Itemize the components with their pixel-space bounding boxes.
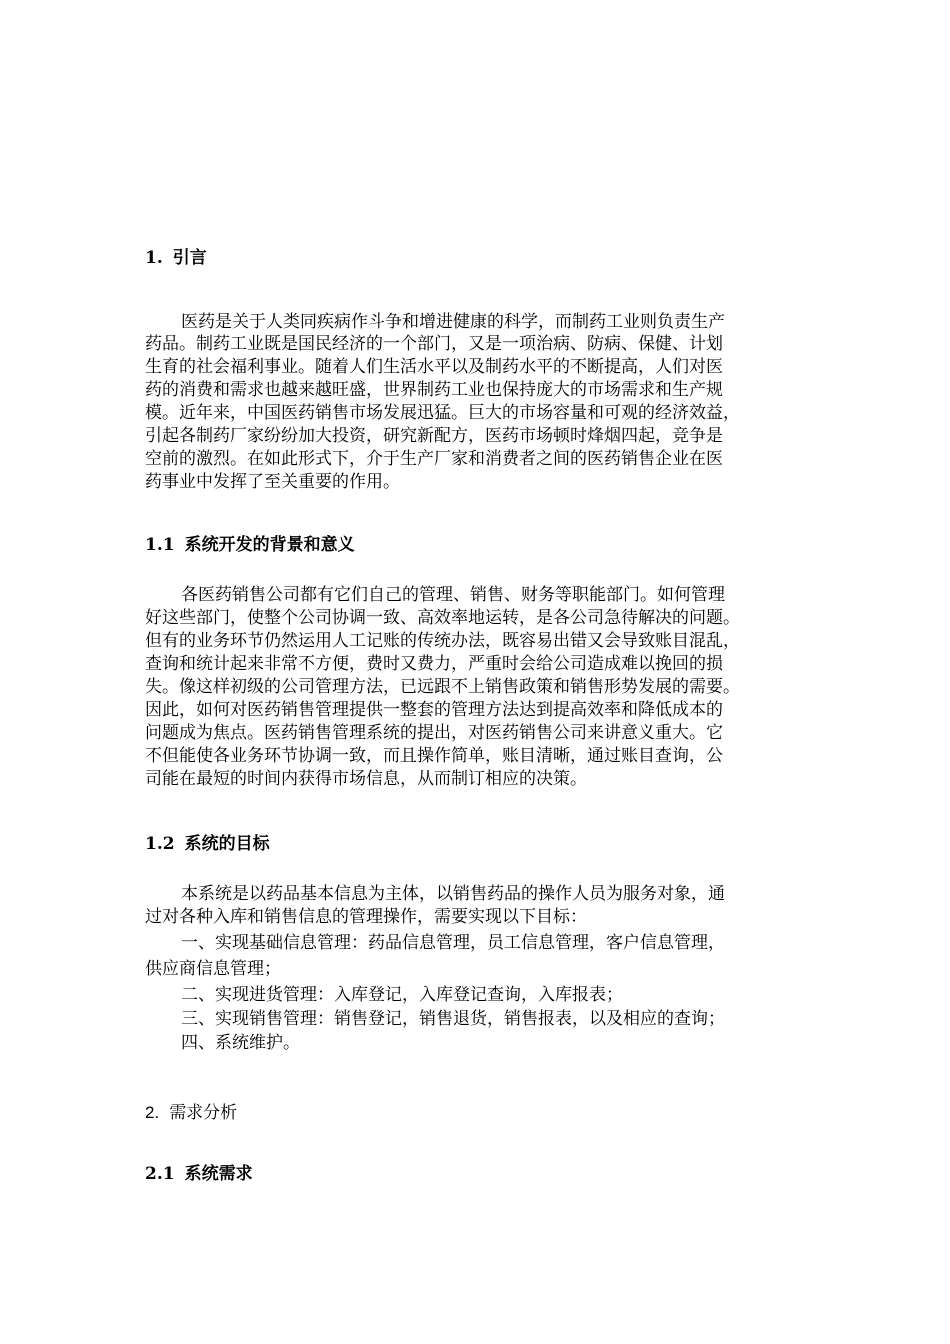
goal-item: 四、系统维护。	[181, 1033, 300, 1053]
section-heading-2	[145, 1101, 237, 1125]
paragraph-line: 失。像这样初级的公司管理方法，已远跟不上销售政策和销售形势发展的需要。	[145, 677, 740, 697]
paragraph-line: 本系统是以药品基本信息为主体，以销售药品的操作人员为服务对象，通	[181, 884, 725, 904]
paragraph-line: 药的消费和需求也越来越旺盛，世界制药工业也保持庞大的市场需求和生产规	[145, 380, 723, 400]
paragraph-line: 各医药销售公司都有它们自己的管理、销售、财务等职能部门。如何管理	[181, 585, 725, 605]
section-number: 1.1	[145, 535, 175, 555]
section-title: 引言	[172, 248, 207, 268]
paragraph-line: 过对各种入库和销售信息的管理操作，需要实现以下目标：	[145, 907, 587, 927]
section-number: 1.	[145, 248, 163, 268]
paragraph-line: 药事业中发挥了至关重要的作用。	[145, 472, 400, 492]
paragraph-line: 供应商信息管理；	[145, 959, 281, 979]
paragraph-line: 引起各制药厂家纷纷加大投资，研究新配方，医药市场顿时烽烟四起，竞争是	[145, 426, 723, 446]
paragraph-line: 好这些部门，使整个公司协调一致、高效率地运转，是各公司急待解决的问题。	[145, 608, 740, 628]
section-heading-1	[145, 246, 207, 270]
paragraph-line: 生育的社会福利事业。随着人们生活水平以及制药水平的不断提高，人们对医	[145, 357, 723, 377]
section-heading-1-2	[145, 832, 270, 856]
paragraph-line: 因此，如何对医药销售管理提供一整套的管理方法达到提高效率和降低成本的	[145, 700, 723, 720]
paragraph-line: 药品。制药工业既是国民经济的一个部门，又是一项治病、防病、保健、计划	[145, 334, 723, 354]
paragraph-line: 查询和统计起来非常不方便，费时又费力，严重时会给公司造成难以挽回的损	[145, 654, 723, 674]
paragraph-line: 问题成为焦点。医药销售管理系统的提出，对医药销售公司来讲意义重大。它	[145, 723, 723, 743]
goal-item: 三、实现销售管理：销售登记，销售退货，销售报表，以及相应的查询；	[181, 1009, 725, 1029]
section-number: 1.2	[145, 834, 175, 854]
paragraph-line: 但有的业务环节仍然运用人工记账的传统办法，既容易出错又会导致账目混乱，	[145, 631, 740, 651]
goal-item: 一、实现基础信息管理：药品信息管理，员工信息管理，客户信息管理，	[181, 933, 725, 953]
paragraph-line: 模。近年来，中国医药销售市场发展迅猛。巨大的市场容量和可观的经济效益，	[145, 403, 740, 423]
section-title: 系统的目标	[184, 834, 270, 854]
paragraph-line: 医药是关于人类同疾病作斗争和增进健康的科学，而制药工业则负责生产	[181, 312, 725, 332]
section-title: 需求分析	[169, 1103, 238, 1122]
section-heading-2-1	[145, 1162, 253, 1186]
paragraph-line: 司能在最短的时间内获得市场信息，从而制订相应的决策。	[145, 769, 587, 789]
section-number: 2.1	[145, 1164, 175, 1184]
paragraph-line: 空前的激烈。在如此形式下，介于生产厂家和消费者之间的医药销售企业在医	[145, 449, 723, 469]
section-title: 系统开发的背景和意义	[184, 535, 355, 555]
paragraph-line: 不但能使各业务环节协调一致，而且操作简单，账目清晰，通过账目查询，公	[145, 746, 723, 766]
section-heading-1-1	[145, 533, 355, 557]
goal-item: 二、实现进货管理：入库登记，入库登记查询，入库报表；	[181, 985, 623, 1005]
section-number: 2.	[145, 1103, 160, 1122]
section-title: 系统需求	[184, 1164, 253, 1184]
